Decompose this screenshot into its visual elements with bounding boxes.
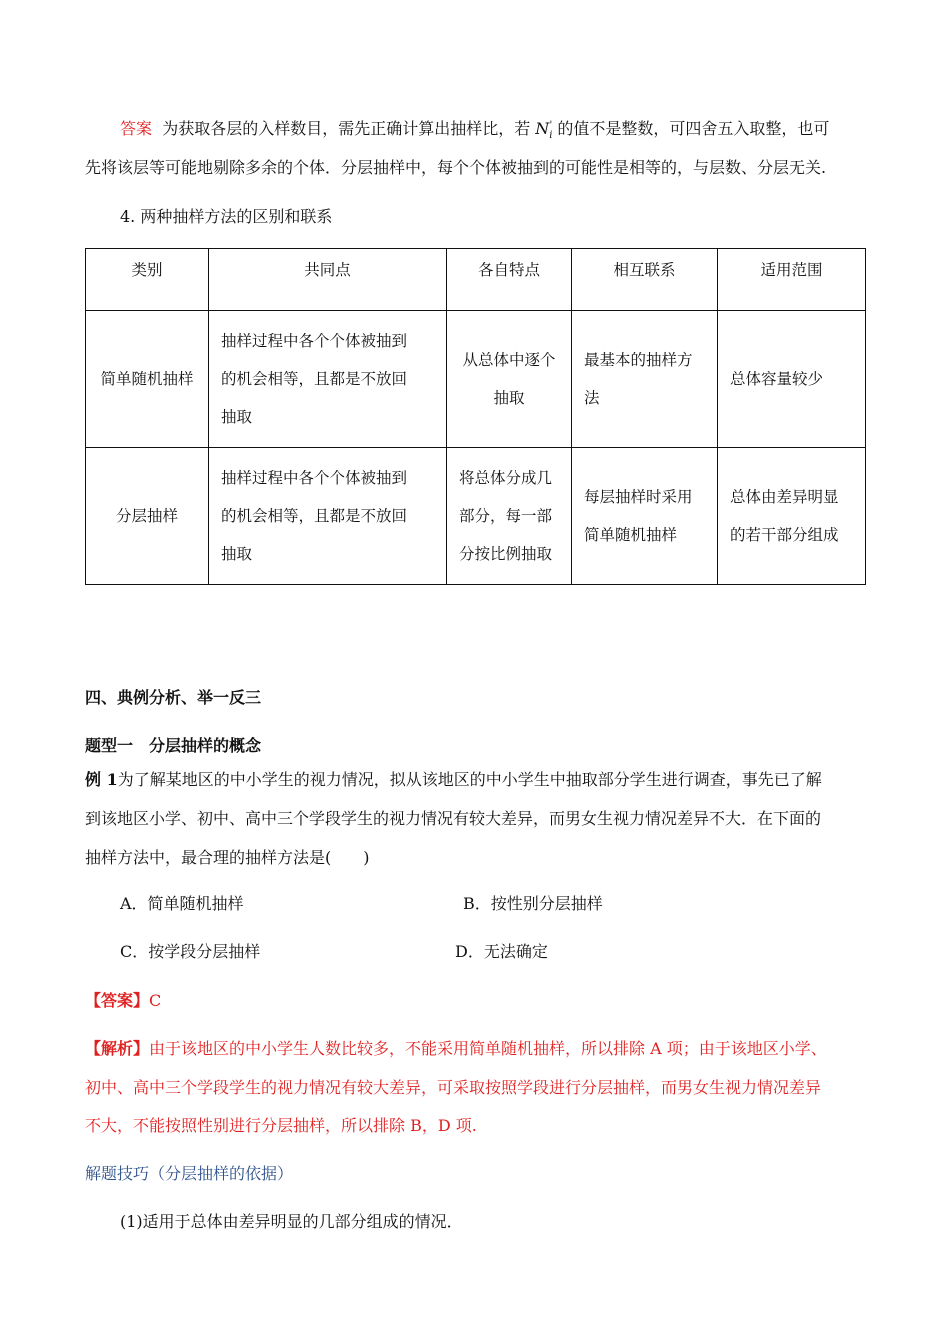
cell-common: 抽样过程中各个个体被抽到 的机会相等，且都是不放回 抽取	[209, 448, 447, 585]
answer-label: 答案	[120, 119, 153, 138]
header-scope: 适用范围	[718, 249, 866, 311]
cell-feature: 从总体中逐个 抽取	[447, 311, 572, 448]
ni-symbol: $N_i'$	[535, 119, 553, 142]
header-category: 类别	[86, 249, 209, 311]
analysis-line2: 初中、高中三个学段学生的视力情况有较大差异，可采取按照学段进行分层抽样，而男女生视力情况差异	[85, 1078, 822, 1097]
answer-paragraph-line2: 先将该层等可能地剔除多余的个体．分层抽样中，每个个体被抽到的可能性是相等的，与层数、分层无关.	[85, 158, 827, 177]
option-b: B．按性别分层抽样	[463, 894, 603, 913]
example-label: 例 1	[85, 770, 118, 789]
cell-category: 分层抽样	[86, 448, 209, 585]
table-header-row	[86, 249, 866, 311]
example-line1: 例 1为了解某地区的中小学生的视力情况，拟从该地区的中小学生中抽取部分学生进行调查，事先已了解	[85, 770, 822, 789]
cell-relation: 最基本的抽样方 法	[572, 311, 718, 448]
analysis-line3: 不大，不能按照性别进行分层抽样，所以排除 B，D 项.	[85, 1116, 477, 1135]
section-heading: 四、典例分析、举一反三	[85, 688, 262, 707]
option-c: C．按学段分层抽样	[120, 942, 261, 961]
comparison-table	[85, 248, 866, 585]
header-common: 共同点	[209, 249, 447, 311]
answer-line-label: 【答案】	[85, 991, 150, 1010]
cell-scope: 总体容量较少	[718, 311, 866, 448]
header-relation: 相互联系	[572, 249, 718, 311]
answer-line	[85, 988, 161, 1011]
tip-title: 解题技巧（分层抽样的依据）	[85, 1164, 294, 1183]
analysis-line1: 【解析】由于该地区的中小学生人数比较多，不能采用简单随机抽样，所以排除 A 项；由于该地区小学、	[85, 1039, 827, 1058]
answer-paragraph-line1	[120, 116, 829, 141]
header-feature: 各自特点	[447, 249, 572, 311]
example-line3: 抽样方法中，最合理的抽样方法是( )	[85, 848, 370, 867]
cell-category: 简单随机抽样	[86, 311, 209, 448]
answer-text-part2: 的值不是整数，可四舍五入取整，也可	[557, 119, 830, 138]
cell-relation: 每层抽样时采用 简单随机抽样	[572, 448, 718, 585]
cell-scope: 总体由差异明显 的若干部分组成	[718, 448, 866, 585]
section4-title: 4. 两种抽样方法的区别和联系	[120, 207, 333, 226]
answer-text-part1: 为获取各层的入样数目，需先正确计算出抽样比，若	[162, 119, 531, 138]
option-d: D．无法确定	[455, 942, 548, 961]
option-a: A．简单随机抽样	[120, 894, 244, 913]
cell-feature: 将总体分成几 部分，每一部 分按比例抽取	[447, 448, 572, 585]
type-heading: 题型一 分层抽样的概念	[85, 736, 262, 755]
example-line2: 到该地区小学、初中、高中三个学段学生的视力情况有较大差异，而男女生视力情况差异不大．在下面的	[85, 809, 822, 828]
table-row	[86, 311, 866, 448]
analysis-label: 【解析】	[85, 1039, 150, 1058]
cell-common: 抽样过程中各个个体被抽到 的机会相等，且都是不放回 抽取	[209, 311, 447, 448]
tip-item-1: (1)适用于总体由差异明显的几部分组成的情况．	[120, 1212, 463, 1231]
table-row	[86, 448, 866, 585]
answer-value: C	[149, 991, 162, 1010]
